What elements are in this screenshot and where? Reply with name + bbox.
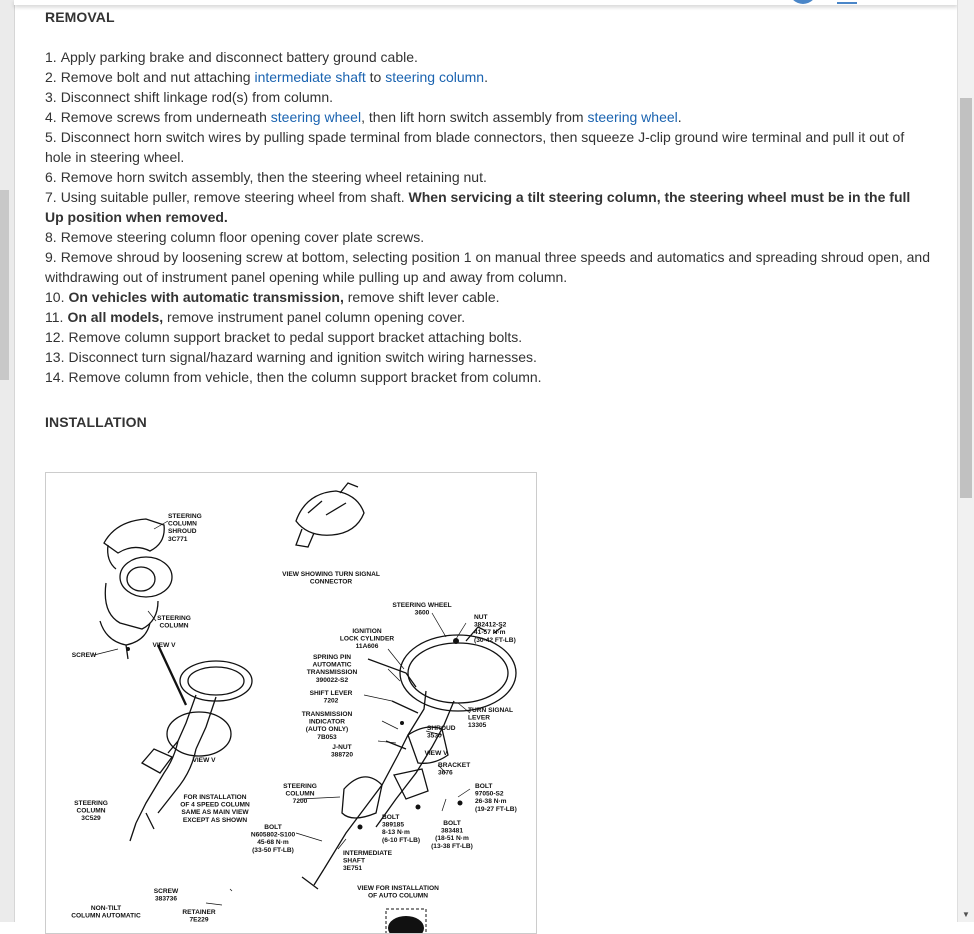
removal-step xyxy=(45,107,930,127)
step-number: 3. xyxy=(45,89,57,105)
step-number: 10. xyxy=(45,289,65,305)
diagram-label-turn-signal-lever: TURN SIGNAL LEVER 13305 xyxy=(468,707,514,730)
diagram-label-non-tilt: NON-TILT COLUMN AUTOMATIC xyxy=(71,905,141,920)
step-text: remove instrument panel column opening cover. xyxy=(163,309,466,325)
step-text: Disconnect horn switch wires by pulling spade terminal from blade connectors, then squeeze J-clip ground wire terminal and pull it out of hole in steering wheel. xyxy=(45,129,905,165)
removal-step xyxy=(45,87,930,107)
step-number: 5. xyxy=(45,129,57,145)
removal-step xyxy=(45,307,930,327)
removal-step xyxy=(45,367,930,387)
diagram-label-nut: NUT 382412-S2 41-57 N·m (30-42 FT-LB) xyxy=(474,614,516,644)
step-number: 8. xyxy=(45,229,57,245)
diagram-label-bolt-389185: BOLT 389185 8-13 N·m (6-10 FT-LB) xyxy=(382,814,421,844)
removal-step xyxy=(45,327,930,347)
diagram-label-bolt-97050: BOLT 97050-S2 26-38 N·m (19-27 FT-LB) xyxy=(475,783,517,813)
step-text: Remove column support bracket to pedal support bracket attaching bolts. xyxy=(68,329,523,345)
diagram-label-shift-lever: SHIFT LEVER 7202 xyxy=(309,690,353,705)
step-text: to xyxy=(365,69,386,85)
diagram-label-steering-column-3c529: STEERING COLUMN 3C529 xyxy=(74,800,108,823)
diagram-label-view-v-left: VIEW V xyxy=(152,642,176,649)
step-number: 13. xyxy=(45,349,65,365)
bold-note: On all models, xyxy=(67,309,164,325)
term-link[interactable]: steering column xyxy=(385,69,485,85)
steering-column-exploded-view xyxy=(46,473,536,933)
scroll-down-arrow-icon[interactable]: ▼ xyxy=(962,910,970,919)
step-text: . xyxy=(677,109,682,125)
diagram-label-view-auto: VIEW FOR INSTALLATION OF AUTO COLUMN xyxy=(357,885,439,900)
step-text: Remove column from vehicle, then the column support bracket from column. xyxy=(68,369,542,385)
removal-steps-list xyxy=(45,47,930,387)
menu-icon[interactable] xyxy=(837,0,857,4)
bold-note: When servicing a tilt steering column, the steering wheel must be in the full Up position when removed. xyxy=(45,189,911,225)
step-text: Disconnect turn signal/hazard warning and ignition switch wiring harnesses. xyxy=(68,349,537,365)
bold-note: On vehicles with automatic transmission, xyxy=(68,289,344,305)
step-text: Remove shroud by loosening screw at bottom, selecting position 1 on manual three speeds and automatics and spreading shroud open, and withdrawing out of instrument panel opening while pulling up and away from column. xyxy=(45,249,931,285)
installation-heading: INSTALLATION xyxy=(45,414,147,430)
removal-step xyxy=(45,127,930,167)
diagram-label-view-v-circle: VIEW V xyxy=(192,757,216,764)
step-text: Disconnect shift linkage rod(s) from column. xyxy=(60,89,334,105)
step-number: 9. xyxy=(45,249,57,265)
step-number: 11. xyxy=(45,309,64,325)
installation-diagram xyxy=(45,472,537,934)
step-text: , then lift horn switch assembly from xyxy=(361,109,588,125)
removal-step xyxy=(45,187,930,227)
diagram-label-bracket: BRACKET 3676 xyxy=(438,762,471,777)
left-gutter xyxy=(0,0,15,922)
vertical-scrollbar[interactable] xyxy=(957,0,974,922)
removal-heading: REMOVAL xyxy=(45,9,115,25)
step-number: 7. xyxy=(45,189,57,205)
diagram-label-trans-indicator: TRANSMISSION INDICATOR (AUTO ONLY) 7B053 xyxy=(301,711,353,741)
removal-step xyxy=(45,167,930,187)
step-number: 12. xyxy=(45,329,65,345)
diagram-label-steering-column-top: STEERING COLUMN xyxy=(157,615,191,630)
diagram-label-steering-column-7200: STEERING COLUMN 7200 xyxy=(283,783,317,806)
scrollbar-thumb[interactable] xyxy=(960,98,972,498)
step-text: Remove steering column floor opening cover plate screws. xyxy=(60,229,425,245)
step-number: 1. xyxy=(45,49,57,65)
removal-step xyxy=(45,227,930,247)
diagram-label-ignition-lock: IGNITION LOCK CYLINDER 11A606 xyxy=(339,628,395,651)
step-text: remove shift lever cable. xyxy=(343,289,500,305)
diagram-label-screw-383736: SCREW 383736 xyxy=(153,888,179,903)
step-text: Remove horn switch assembly, then the steering wheel retaining nut. xyxy=(60,169,487,185)
diagram-label-bolt-383481: BOLT 383481 (18-51 N·m (13-38 FT-LB) xyxy=(431,820,473,850)
step-text: Apply parking brake and disconnect battery ground cable. xyxy=(60,49,418,65)
step-text: Using suitable puller, remove steering wheel from shaft. xyxy=(60,189,409,205)
step-text: Remove screws from underneath xyxy=(60,109,271,125)
diagram-label-view-turn-signal: VIEW SHOWING TURN SIGNAL CONNECTOR xyxy=(282,571,380,586)
term-link[interactable]: steering wheel xyxy=(587,109,678,125)
diagram-label-view-v-main: VIEW V xyxy=(424,750,448,757)
diagram-label-for-installation: FOR INSTALLATION OF 4 SPEED COLUMN SAME AS MAIN VIEW EXCEPT AS SHOWN xyxy=(180,794,250,824)
diagram-label-shroud: STEERING COLUMN SHROUD 3C771 xyxy=(168,513,202,543)
step-text: . xyxy=(484,69,488,85)
removal-step xyxy=(45,247,930,287)
term-link[interactable]: intermediate shaft xyxy=(254,69,366,85)
left-scroll-thumb[interactable] xyxy=(0,190,9,380)
diagram-label-bolt-n605802: BOLT N605802-S100 45-68 N·m (33-50 FT-LB) xyxy=(250,824,296,854)
removal-step xyxy=(45,287,930,307)
header-bar xyxy=(14,0,958,5)
step-number: 14. xyxy=(45,369,65,385)
diagram-label-j-nut: J-NUT 388720 xyxy=(330,744,354,759)
removal-step xyxy=(45,47,930,67)
removal-step xyxy=(45,347,930,367)
step-number: 4. xyxy=(45,109,57,125)
diagram-label-screw: SCREW xyxy=(71,652,97,659)
removal-step xyxy=(45,67,930,87)
step-number: 6. xyxy=(45,169,57,185)
user-avatar[interactable] xyxy=(789,0,817,4)
step-text: Remove bolt and nut attaching xyxy=(60,69,255,85)
diagram-label-intermediate-shaft: INTERMEDIATE SHAFT 3E751 xyxy=(343,850,392,873)
term-link[interactable]: steering wheel xyxy=(270,109,362,125)
diagram-label-steering-wheel: STEERING WHEEL 3600 xyxy=(392,602,452,617)
step-number: 2. xyxy=(45,69,57,85)
diagram-label-retainer: RETAINER 7E229 xyxy=(182,909,216,924)
diagram-label-shroud-3530: SHROUD 3530 xyxy=(427,725,456,740)
diagram-label-spring-pin: SPRING PIN AUTOMATIC TRANSMISSION 390022-S2 xyxy=(306,654,358,684)
